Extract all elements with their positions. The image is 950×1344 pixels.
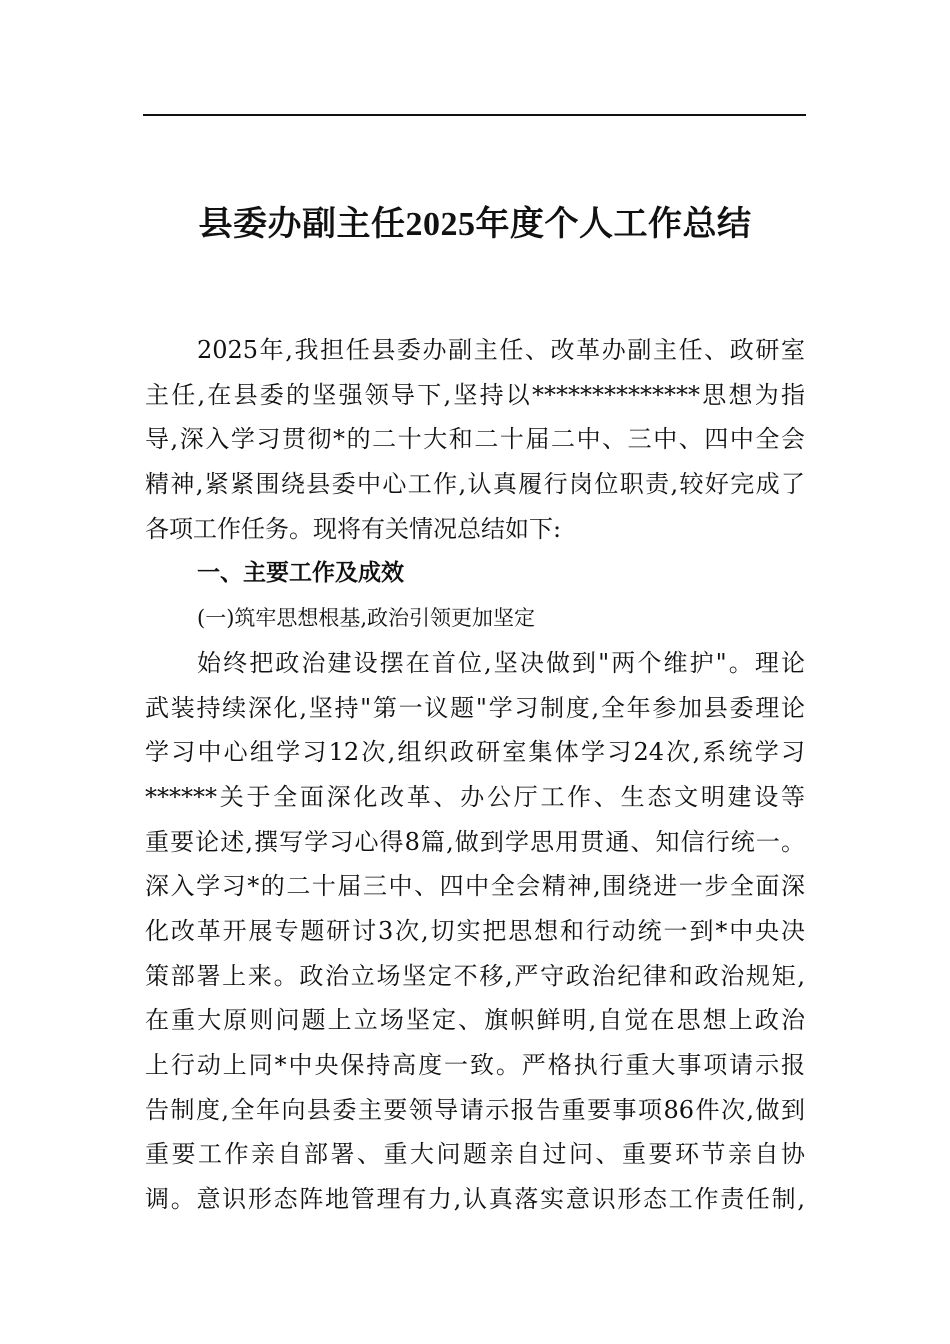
paragraph-line: 重要工作亲自部署、重大问题亲自过问、重要环节亲自协 [145, 1140, 805, 1169]
paragraph-line: ******关于全面深化改革、办公厅工作、生态文明建设等 [145, 782, 805, 811]
paragraph-line: 导,深入学习贯彻*的二十大和二十届二中、三中、四中全会 [145, 425, 805, 454]
header-rule [143, 114, 806, 116]
paragraph-line: 各项工作任务。现将有关情况总结如下: [145, 514, 562, 543]
paragraph-line: 始终把政治建设摆在首位,坚决做到"两个维护"。理论 [197, 648, 805, 677]
paragraph-line: 在重大原则问题上立场坚定、旗帜鲜明,自觉在思想上政治 [145, 1006, 805, 1035]
document-body [145, 328, 805, 1222]
paragraph-line: 化改革开展专题研讨3次,切实把思想和行动统一到*中央决 [145, 916, 805, 945]
subsection-heading: (一)筑牢思想根基,政治引领更加坚定 [197, 606, 536, 631]
paragraph-line: 调。意识形态阵地管理有力,认真落实意识形态工作责任制, [145, 1185, 805, 1214]
paragraph-line: 学习中心组学习12次,组织政研室集体学习24次,系统学习 [145, 738, 805, 767]
paragraph-line: 深入学习*的二十届三中、四中全会精神,围绕进一步全面深 [145, 872, 805, 901]
paragraph-line: 策部署上来。政治立场坚定不移,严守政治纪律和政治规矩, [145, 961, 805, 990]
paragraph-line: 告制度,全年向县委主要领导请示报告重要事项86件次,做到 [145, 1095, 805, 1124]
paragraph-line: 重要论述,撰写学习心得8篇,做到学思用贯通、知信行统一。 [145, 827, 805, 856]
paragraph-line: 武装持续深化,坚持"第一议题"学习制度,全年参加县委理论 [145, 693, 805, 722]
section-heading: 一、主要工作及成效 [197, 560, 404, 587]
paragraph-line: 上行动上同*中央保持高度一致。严格执行重大事项请示报 [145, 1051, 805, 1079]
paragraph-line: 精神,紧紧围绕县委中心工作,认真履行岗位职责,较好完成了 [145, 470, 805, 499]
paragraph-line: 主任,在县委的坚强领导下,坚持以**************思想为指 [145, 380, 805, 409]
document-title: 县委办副主任2025年度个人工作总结 [198, 206, 752, 243]
paragraph-line: 2025年,我担任县委办副主任、改革办副主任、政研室 [197, 336, 805, 364]
